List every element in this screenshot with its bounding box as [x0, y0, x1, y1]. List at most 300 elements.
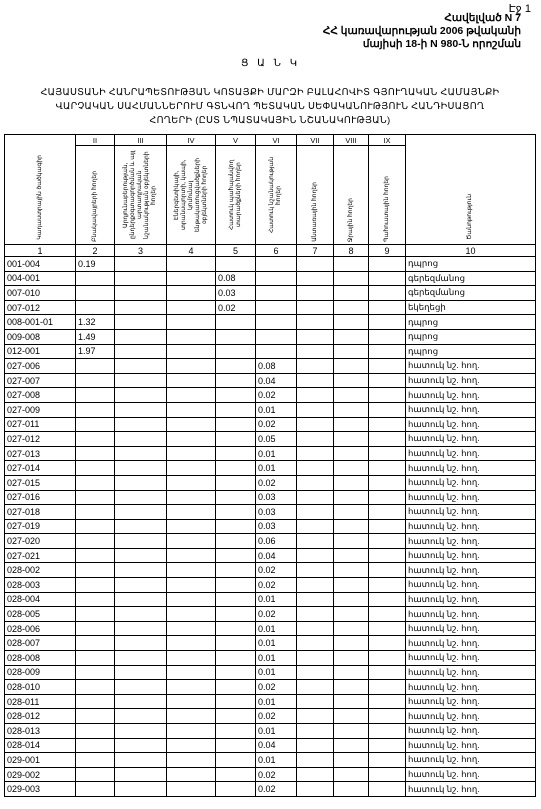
notes-cell: դպրոց: [406, 315, 536, 330]
energy-transport-lands-cell: [167, 753, 216, 768]
settlement-lands-cell: [76, 402, 115, 417]
forest-lands-cell: [297, 329, 334, 344]
settlement-lands-cell: 1.49: [76, 329, 115, 344]
settlement-lands-cell: [76, 446, 115, 461]
energy-transport-lands-cell: [167, 519, 216, 534]
table-row: [5, 738, 536, 753]
forest-lands-cell: [297, 694, 334, 709]
cadastral-code-cell: 007-012: [5, 300, 76, 315]
special-purpose-lands-cell: 0.04: [256, 548, 297, 563]
energy-transport-lands-cell: [167, 651, 216, 666]
energy-transport-lands-cell: [167, 738, 216, 753]
industrial-lands-cell: [115, 475, 167, 490]
reserve-lands-cell: [369, 417, 406, 432]
special-purpose-lands-cell: 0.01: [256, 694, 297, 709]
industrial-lands-cell: [115, 767, 167, 782]
energy-transport-lands-cell: [167, 782, 216, 797]
protected-lands-cell: [216, 621, 256, 636]
settlement-lands-cell: [76, 753, 115, 768]
protected-lands-cell: [216, 432, 256, 447]
industrial-lands-cell: [115, 461, 167, 476]
forest-lands-cell: [297, 607, 334, 622]
protected-lands-cell: [216, 257, 256, 272]
cadastral-code-cell: 028-003: [5, 578, 76, 593]
special-purpose-lands-cell: 0.03: [256, 519, 297, 534]
column-number: 1: [5, 245, 76, 257]
annex-header: [323, 12, 521, 51]
table-row: [5, 665, 536, 680]
protected-lands-cell: [216, 651, 256, 666]
forest-lands-cell: [297, 578, 334, 593]
reserve-lands-cell: [369, 286, 406, 301]
special-purpose-lands-cell: [256, 271, 297, 286]
special-purpose-lands-cell: 0.02: [256, 680, 297, 695]
forest-lands-cell: [297, 373, 334, 388]
reserve-lands-cell: [369, 329, 406, 344]
settlement-lands-cell: [76, 738, 115, 753]
cadastral-code-cell: 009-008: [5, 329, 76, 344]
reserve-lands-cell: [369, 461, 406, 476]
notes-cell: հատուկ նշ. հող.: [406, 475, 536, 490]
energy-transport-lands-cell: [167, 724, 216, 739]
water-lands-cell: [334, 548, 369, 563]
special-purpose-lands-cell: 0.01: [256, 753, 297, 768]
special-purpose-lands-cell: [256, 286, 297, 301]
industrial-lands-cell: [115, 563, 167, 578]
energy-transport-lands-cell: [167, 490, 216, 505]
water-lands-cell: [334, 782, 369, 797]
industrial-lands-cell: [115, 709, 167, 724]
forest-lands-cell: [297, 490, 334, 505]
cadastral-code-cell: 028-002: [5, 563, 76, 578]
reserve-lands-cell: [369, 534, 406, 549]
forest-lands-cell: [297, 505, 334, 520]
reserve-lands-cell: [369, 578, 406, 593]
special-purpose-lands-cell: 0.01: [256, 461, 297, 476]
table-row: [5, 753, 536, 768]
reserve-lands-cell: [369, 636, 406, 651]
forest-lands-cell: [297, 402, 334, 417]
protected-lands-cell: [216, 475, 256, 490]
subtitle-line: ՀՈՂԵՐԻ (ԸՍՏ ՆՊԱՏԱԿԱՅԻՆ ՆՇԱՆԱԿՈՒԹՅԱՆ): [149, 115, 391, 126]
cadastral-code-cell: 027-018: [5, 505, 76, 520]
column-number: 10: [406, 245, 536, 257]
energy-transport-lands-cell: [167, 388, 216, 403]
energy-transport-lands-cell: [167, 563, 216, 578]
notes-cell: հատուկ նշ. հող.: [406, 446, 536, 461]
special-purpose-lands-cell: 0.08: [256, 359, 297, 374]
forest-lands-cell: [297, 359, 334, 374]
protected-lands-cell: [216, 578, 256, 593]
reserve-lands-cell: [369, 402, 406, 417]
reserve-lands-cell: [369, 359, 406, 374]
reserve-lands-cell: [369, 548, 406, 563]
protected-lands-cell: 0.03: [216, 286, 256, 301]
settlement-lands-cell: [76, 548, 115, 563]
protected-lands-cell: [216, 388, 256, 403]
table-row: [5, 782, 536, 797]
roman-numeral: VII: [297, 135, 334, 146]
special-purpose-lands-cell: 0.05: [256, 432, 297, 447]
special-purpose-lands-cell: [256, 257, 297, 272]
protected-lands-cell: [216, 373, 256, 388]
table-row: [5, 286, 536, 301]
cadastral-code-cell: 007-010: [5, 286, 76, 301]
protected-lands-cell: [216, 767, 256, 782]
water-lands-cell: [334, 505, 369, 520]
special-purpose-lands-cell: 0.02: [256, 767, 297, 782]
notes-cell: հատուկ նշ. հող.: [406, 548, 536, 563]
cadastral-code-cell: 027-013: [5, 446, 76, 461]
settlement-lands-cell: [76, 373, 115, 388]
settlement-lands-cell: [76, 534, 115, 549]
forest-lands-cell: [297, 344, 334, 359]
energy-transport-lands-cell: [167, 767, 216, 782]
forest-lands-cell: [297, 271, 334, 286]
industrial-lands-cell: [115, 417, 167, 432]
settlement-lands-cell: [76, 286, 115, 301]
water-lands-cell: [334, 665, 369, 680]
industrial-lands-cell: [115, 402, 167, 417]
protected-lands-cell: [216, 490, 256, 505]
industrial-lands-cell: [115, 286, 167, 301]
industrial-lands-cell: [115, 534, 167, 549]
cadastral-code-cell: 001-004: [5, 257, 76, 272]
header-settlement-lands: Բնակավայրերի հողեր: [76, 146, 115, 245]
industrial-lands-cell: [115, 636, 167, 651]
cadastral-code-cell: 028-012: [5, 709, 76, 724]
water-lands-cell: [334, 563, 369, 578]
table-row: [5, 461, 536, 476]
industrial-lands-cell: [115, 694, 167, 709]
header-cadastral-code: Կադաստրային ծածկագիր: [5, 135, 76, 245]
protected-lands-cell: [216, 782, 256, 797]
notes-cell: հատուկ նշ. հող.: [406, 709, 536, 724]
column-number: 7: [297, 245, 334, 257]
cadastral-code-cell: 027-020: [5, 534, 76, 549]
settlement-lands-cell: [76, 709, 115, 724]
cadastral-code-cell: 027-009: [5, 402, 76, 417]
header-energy-transport-lands: Էներգետիկայի, տրանսպորտի, կապի, կոմունալ ենթակառուցվածքների օբյեկտների հողեր: [167, 146, 216, 245]
roman-numeral: VIII: [334, 135, 369, 146]
table-row: [5, 432, 536, 447]
notes-cell: հատուկ նշ. հող.: [406, 665, 536, 680]
forest-lands-cell: [297, 548, 334, 563]
water-lands-cell: [334, 636, 369, 651]
settlement-lands-cell: [76, 300, 115, 315]
energy-transport-lands-cell: [167, 344, 216, 359]
roman-numeral: II: [76, 135, 115, 146]
cadastral-code-cell: 027-016: [5, 490, 76, 505]
special-purpose-lands-cell: 0.02: [256, 417, 297, 432]
settlement-lands-cell: [76, 461, 115, 476]
industrial-lands-cell: [115, 300, 167, 315]
water-lands-cell: [334, 709, 369, 724]
roman-header-row: [5, 135, 536, 146]
industrial-lands-cell: [115, 738, 167, 753]
table-row: [5, 578, 536, 593]
water-lands-cell: [334, 738, 369, 753]
settlement-lands-cell: 1.97: [76, 344, 115, 359]
forest-lands-cell: [297, 432, 334, 447]
water-lands-cell: [334, 621, 369, 636]
industrial-lands-cell: [115, 257, 167, 272]
special-purpose-lands-cell: 0.02: [256, 475, 297, 490]
table-row: [5, 621, 536, 636]
table-row: [5, 490, 536, 505]
reserve-lands-cell: [369, 432, 406, 447]
reserve-lands-cell: [369, 651, 406, 666]
protected-lands-cell: [216, 738, 256, 753]
water-lands-cell: [334, 402, 369, 417]
settlement-lands-cell: [76, 694, 115, 709]
protected-lands-cell: [216, 461, 256, 476]
special-purpose-lands-cell: [256, 344, 297, 359]
water-lands-cell: [334, 753, 369, 768]
annex-line-3: մայիսի 18-ի N 980-Ն որոշման: [362, 38, 521, 50]
settlement-lands-cell: [76, 621, 115, 636]
notes-cell: հատուկ նշ. հող.: [406, 694, 536, 709]
forest-lands-cell: [297, 388, 334, 403]
special-purpose-lands-cell: 0.02: [256, 709, 297, 724]
cadastral-code-cell: 028-005: [5, 607, 76, 622]
protected-lands-cell: [216, 534, 256, 549]
protected-lands-cell: [216, 519, 256, 534]
industrial-lands-cell: [115, 592, 167, 607]
cadastral-code-cell: 029-001: [5, 753, 76, 768]
notes-cell: հատուկ նշ. հող.: [406, 636, 536, 651]
cadastral-code-cell: 027-007: [5, 373, 76, 388]
forest-lands-cell: [297, 563, 334, 578]
forest-lands-cell: [297, 636, 334, 651]
energy-transport-lands-cell: [167, 359, 216, 374]
water-lands-cell: [334, 680, 369, 695]
protected-lands-cell: [216, 680, 256, 695]
page-number: Էջ 1: [508, 3, 531, 15]
energy-transport-lands-cell: [167, 402, 216, 417]
table-row: [5, 359, 536, 374]
settlement-lands-cell: [76, 432, 115, 447]
roman-numeral: V: [216, 135, 256, 146]
reserve-lands-cell: [369, 694, 406, 709]
special-purpose-lands-cell: 0.01: [256, 636, 297, 651]
water-lands-cell: [334, 359, 369, 374]
energy-transport-lands-cell: [167, 709, 216, 724]
cadastral-code-cell: 012-001: [5, 344, 76, 359]
forest-lands-cell: [297, 665, 334, 680]
table-row: [5, 607, 536, 622]
reserve-lands-cell: [369, 665, 406, 680]
settlement-lands-cell: [76, 592, 115, 607]
reserve-lands-cell: [369, 709, 406, 724]
header-special-purpose-lands: Հատուկ նշանակության հողեր: [256, 146, 297, 245]
document-title: Ց Ա Ն Կ: [240, 58, 301, 69]
cadastral-code-cell: 028-011: [5, 694, 76, 709]
special-purpose-lands-cell: 0.01: [256, 621, 297, 636]
protected-lands-cell: [216, 753, 256, 768]
reserve-lands-cell: [369, 446, 406, 461]
settlement-lands-cell: [76, 563, 115, 578]
forest-lands-cell: [297, 417, 334, 432]
header-industrial-lands: Արդյունաբերության, ընդերքօգտագործման և այլ արտադրական նշանակության օբյեկտների հողեր: [115, 146, 167, 245]
table-row: [5, 315, 536, 330]
water-lands-cell: [334, 388, 369, 403]
reserve-lands-cell: [369, 490, 406, 505]
industrial-lands-cell: [115, 621, 167, 636]
cadastral-code-cell: 028-007: [5, 636, 76, 651]
table-row: [5, 388, 536, 403]
reserve-lands-cell: [369, 753, 406, 768]
special-purpose-lands-cell: 0.01: [256, 724, 297, 739]
roman-numeral: IX: [369, 135, 406, 146]
protected-lands-cell: [216, 417, 256, 432]
notes-cell: հատուկ նշ. հող.: [406, 359, 536, 374]
protected-lands-cell: [216, 329, 256, 344]
column-number: 2: [76, 245, 115, 257]
table-row: [5, 300, 536, 315]
protected-lands-cell: [216, 548, 256, 563]
settlement-lands-cell: [76, 724, 115, 739]
table-row: [5, 329, 536, 344]
protected-lands-cell: [216, 636, 256, 651]
notes-cell: հատուկ նշ. հող.: [406, 563, 536, 578]
reserve-lands-cell: [369, 300, 406, 315]
cadastral-code-cell: 027-015: [5, 475, 76, 490]
cadastral-code-cell: 028-004: [5, 592, 76, 607]
reserve-lands-cell: [369, 315, 406, 330]
water-lands-cell: [334, 724, 369, 739]
table-row: [5, 680, 536, 695]
protected-lands-cell: [216, 315, 256, 330]
special-purpose-lands-cell: [256, 329, 297, 344]
subtitle-line: ՀԱՅԱՍՏԱՆԻ ՀԱՆՐԱՊԵՏՈՒԹՅԱՆ ԿՈՏԱՅՔԻ ՄԱՐԶԻ ԲԱԼԱՀՈՎԻՏ ԳՅՈՒՂԱԿԱՆ ՀԱՄԱՅՆՔԻ: [40, 87, 500, 98]
protected-lands-cell: [216, 446, 256, 461]
notes-cell: հատուկ նշ. հող.: [406, 519, 536, 534]
protected-lands-cell: [216, 665, 256, 680]
water-lands-cell: [334, 534, 369, 549]
water-lands-cell: [334, 329, 369, 344]
energy-transport-lands-cell: [167, 680, 216, 695]
table-row: [5, 344, 536, 359]
forest-lands-cell: [297, 724, 334, 739]
settlement-lands-cell: [76, 505, 115, 520]
protected-lands-cell: [216, 344, 256, 359]
settlement-lands-cell: [76, 651, 115, 666]
reserve-lands-cell: [369, 680, 406, 695]
table-row: [5, 475, 536, 490]
special-purpose-lands-cell: 0.06: [256, 534, 297, 549]
table-row: [5, 417, 536, 432]
industrial-lands-cell: [115, 490, 167, 505]
industrial-lands-cell: [115, 753, 167, 768]
cadastral-code-cell: 028-010: [5, 680, 76, 695]
water-lands-cell: [334, 432, 369, 447]
notes-cell: հատուկ նշ. հող.: [406, 578, 536, 593]
roman-numeral: VI: [256, 135, 297, 146]
roman-numeral: IV: [167, 135, 216, 146]
special-purpose-lands-cell: 0.02: [256, 782, 297, 797]
notes-cell: հատուկ նշ. հող.: [406, 782, 536, 797]
cadastral-code-cell: 027-008: [5, 388, 76, 403]
column-number: 6: [256, 245, 297, 257]
industrial-lands-cell: [115, 446, 167, 461]
table-row: [5, 767, 536, 782]
notes-cell: հատուկ նշ. հող.: [406, 388, 536, 403]
protected-lands-cell: [216, 709, 256, 724]
reserve-lands-cell: [369, 621, 406, 636]
settlement-lands-cell: [76, 271, 115, 286]
reserve-lands-cell: [369, 724, 406, 739]
energy-transport-lands-cell: [167, 607, 216, 622]
table-row: [5, 373, 536, 388]
settlement-lands-cell: [76, 680, 115, 695]
settlement-lands-cell: [76, 388, 115, 403]
settlement-lands-cell: [76, 607, 115, 622]
energy-transport-lands-cell: [167, 432, 216, 447]
special-purpose-lands-cell: 0.04: [256, 738, 297, 753]
settlement-lands-cell: [76, 475, 115, 490]
settlement-lands-cell: [76, 782, 115, 797]
protected-lands-cell: [216, 724, 256, 739]
water-lands-cell: [334, 490, 369, 505]
industrial-lands-cell: [115, 373, 167, 388]
water-lands-cell: [334, 300, 369, 315]
forest-lands-cell: [297, 738, 334, 753]
energy-transport-lands-cell: [167, 636, 216, 651]
notes-cell: հատուկ նշ. հող.: [406, 753, 536, 768]
energy-transport-lands-cell: [167, 475, 216, 490]
energy-transport-lands-cell: [167, 548, 216, 563]
reserve-lands-cell: [369, 738, 406, 753]
notes-cell: հատուկ նշ. հող.: [406, 505, 536, 520]
settlement-lands-cell: [76, 767, 115, 782]
protected-lands-cell: [216, 402, 256, 417]
column-number: 3: [115, 245, 167, 257]
special-purpose-lands-cell: 0.02: [256, 607, 297, 622]
water-lands-cell: [334, 767, 369, 782]
water-lands-cell: [334, 446, 369, 461]
table-row: [5, 694, 536, 709]
cadastral-code-cell: 004-001: [5, 271, 76, 286]
special-purpose-lands-cell: [256, 315, 297, 330]
industrial-lands-cell: [115, 432, 167, 447]
notes-cell: հատուկ նշ. հող.: [406, 490, 536, 505]
reserve-lands-cell: [369, 475, 406, 490]
notes-cell: հատուկ նշ. հող.: [406, 724, 536, 739]
industrial-lands-cell: [115, 359, 167, 374]
notes-cell: հատուկ նշ. հող.: [406, 432, 536, 447]
settlement-lands-cell: [76, 490, 115, 505]
industrial-lands-cell: [115, 519, 167, 534]
table-row: [5, 651, 536, 666]
reserve-lands-cell: [369, 782, 406, 797]
energy-transport-lands-cell: [167, 592, 216, 607]
forest-lands-cell: [297, 592, 334, 607]
notes-cell: հատուկ նշ. հող.: [406, 738, 536, 753]
special-purpose-lands-cell: [256, 300, 297, 315]
settlement-lands-cell: [76, 359, 115, 374]
notes-cell: հատուկ նշ. հող.: [406, 767, 536, 782]
notes-cell: դպրոց: [406, 344, 536, 359]
reserve-lands-cell: [369, 592, 406, 607]
reserve-lands-cell: [369, 563, 406, 578]
forest-lands-cell: [297, 767, 334, 782]
industrial-lands-cell: [115, 680, 167, 695]
notes-cell: հատուկ նշ. հող.: [406, 402, 536, 417]
table-row: [5, 446, 536, 461]
forest-lands-cell: [297, 461, 334, 476]
settlement-lands-cell: [76, 417, 115, 432]
